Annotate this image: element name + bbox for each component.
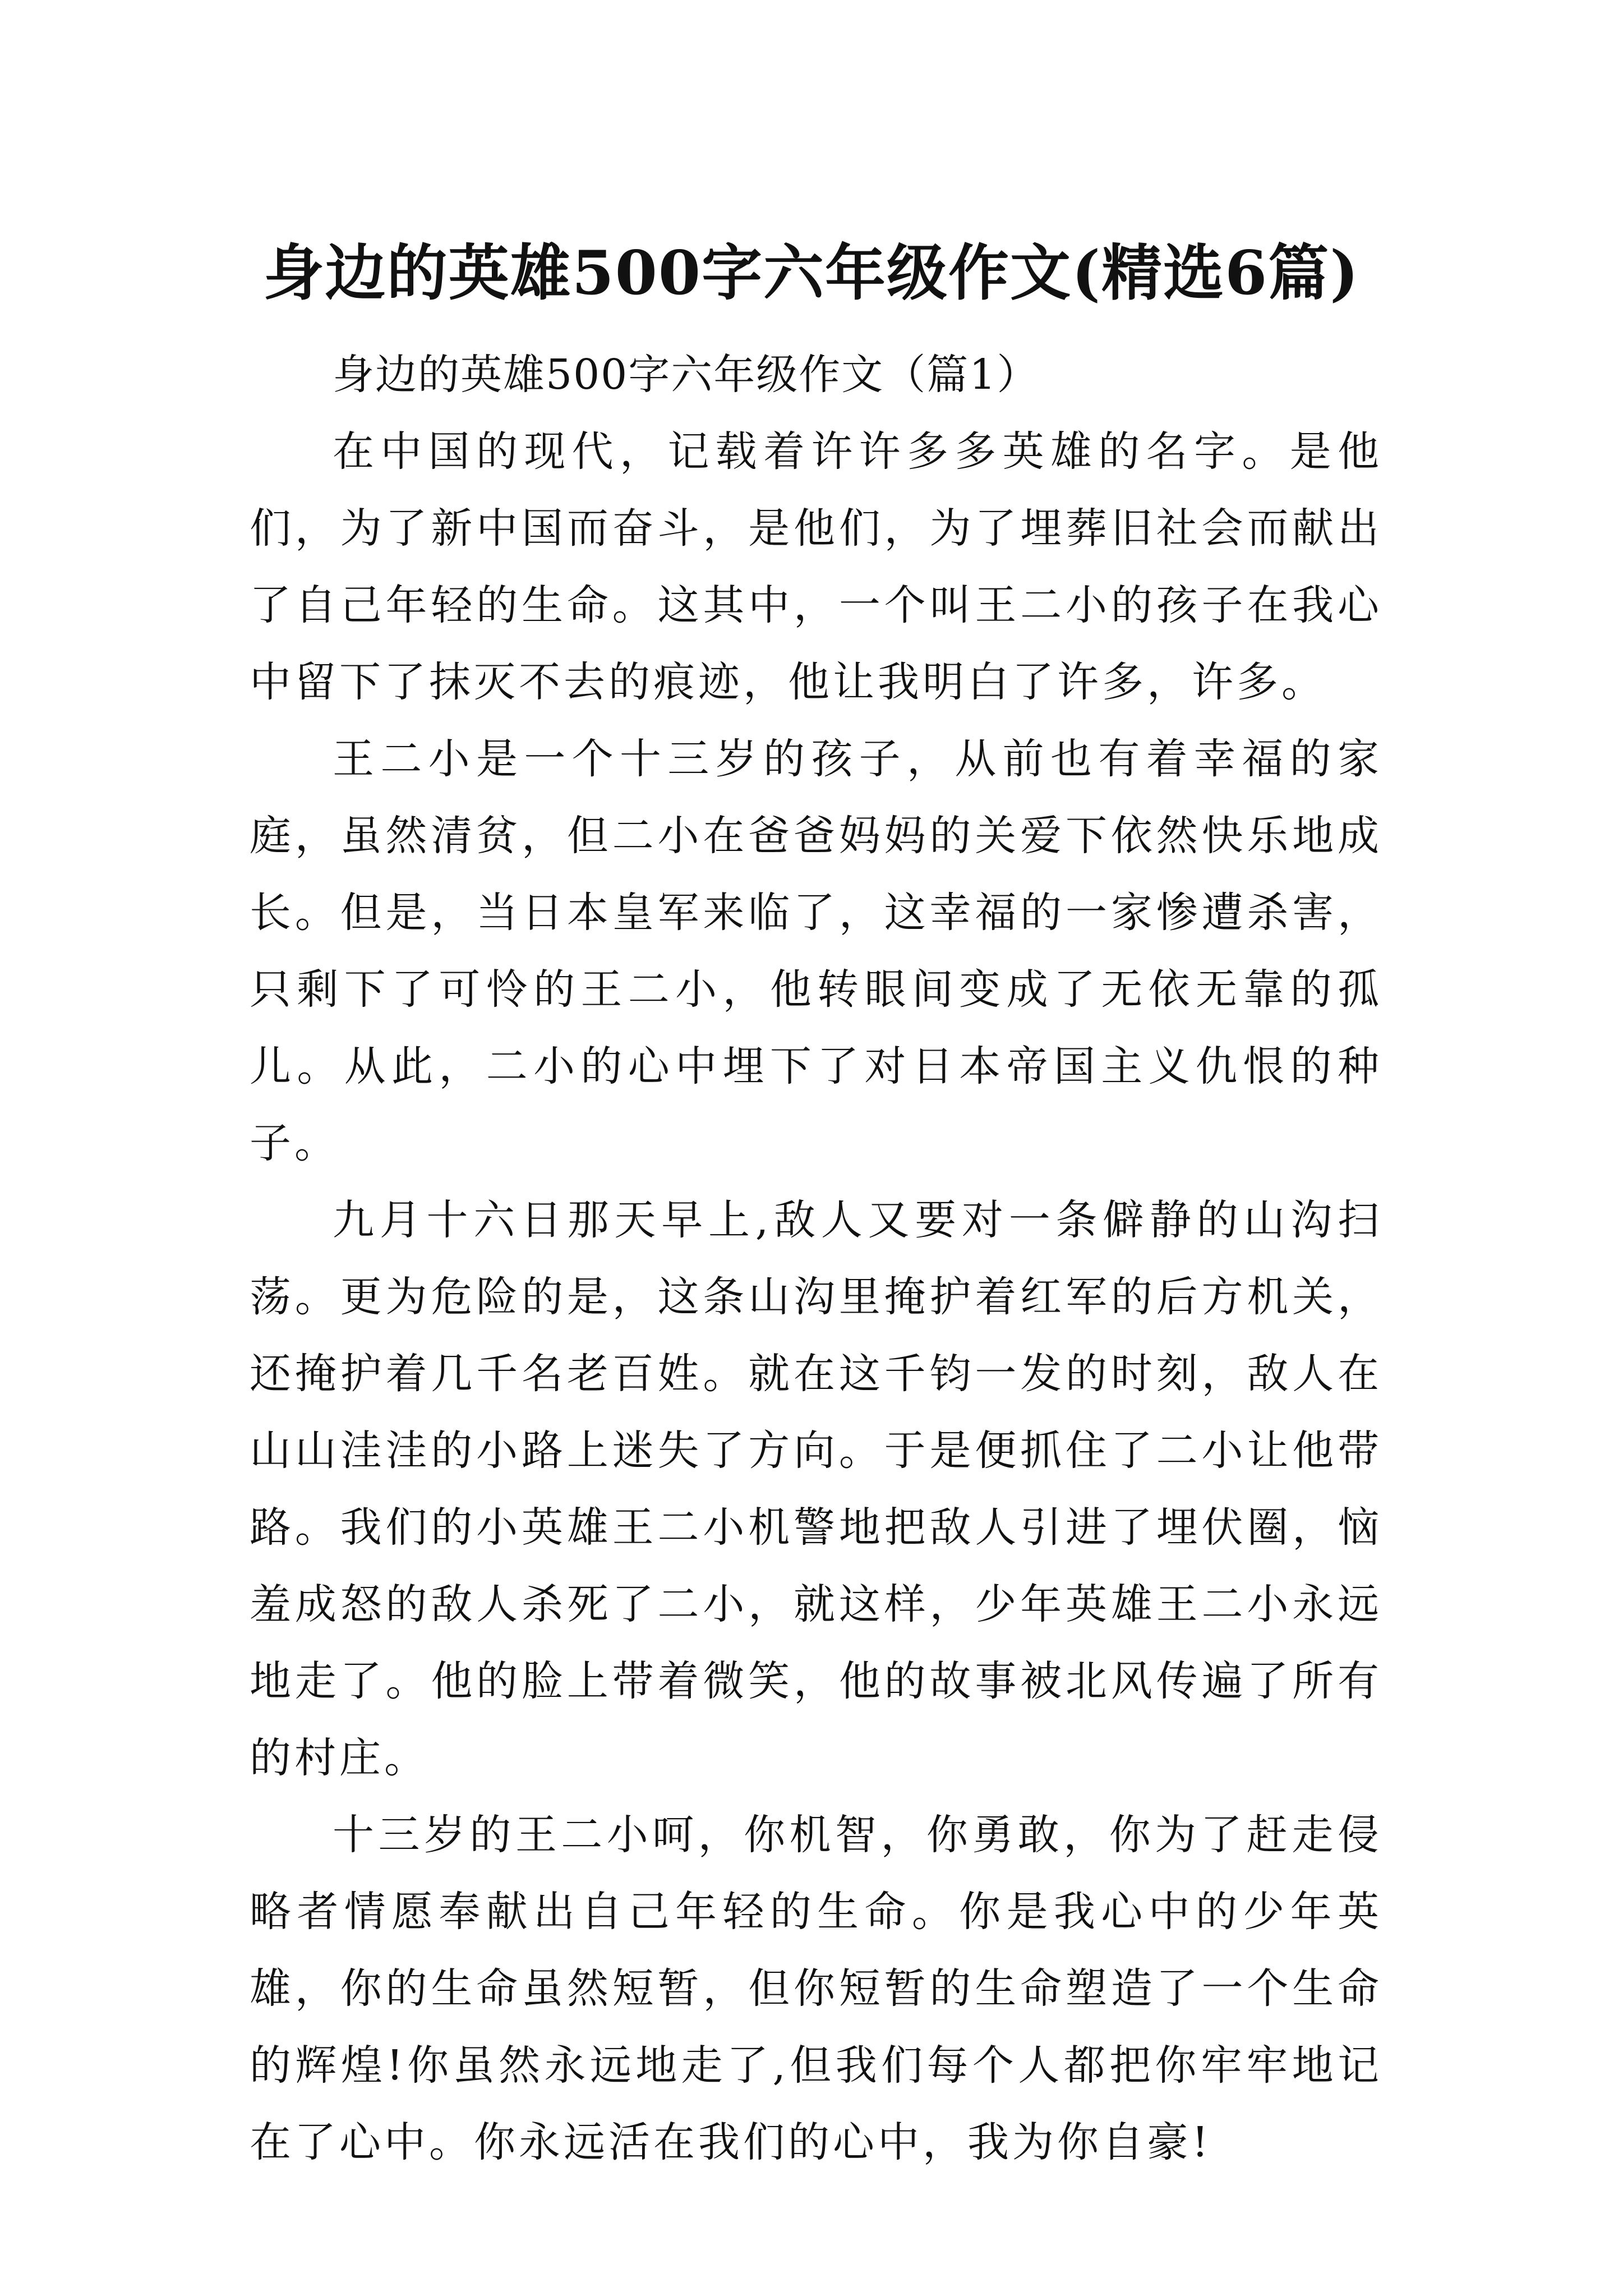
section-heading: 身边的英雄500字六年级作文（篇1） (333, 351, 1040, 399)
paragraph-1: 在中国的现代，记载着许许多多英雄的名字。是他们，为了新中国而奋斗，是他们，为了埋葬旧社会而献出了自己年轻的生命。这其中，一个叫王二小的孩子在我心中留下了抹灭不去的痕迹，他让我明白了许多，许多。 (250, 427, 1382, 706)
document-body (250, 337, 1382, 2181)
paragraph-4: 十三岁的王二小呵，你机智，你勇敢，你为了赶走侵略者情愿奉献出自己年轻的生命。你是我心中的少年英雄，你的生命虽然短暂，但你短暂的生命塑造了一个生命的辉煌!你虽然永远地走了,但我们每个人都把你牢牢地记在了心中。你永远活在我们的心中，我为你自豪! (250, 1811, 1382, 2166)
document-title: 身边的英雄500字六年级作文(精选6篇) (263, 238, 1360, 309)
paragraph-3: 九月十六日那天早上,敌人又要对一条僻静的山沟扫荡。更为危险的是，这条山沟里掩护着红军的后方机关，还掩护着几千名老百姓。就在这千钧一发的时刻，敌人在山山洼洼的小路上迷失了方向。于是便抓住了二小让他带路。我们的小英雄王二小机警地把敌人引进了埋伏圈，恼羞成怒的敌人杀死了二小，就这样，少年英雄王二小永远地走了。他的脸上带着微笑，他的故事被北风传遍了所有的村庄。 (250, 1196, 1382, 1782)
paragraph-2: 王二小是一个十三岁的孩子，从前也有着幸福的家庭，虽然清贫，但二小在爸爸妈妈的关爱下依然快乐地成长。但是，当日本皇军来临了，这幸福的一家惨遭杀害，只剩下了可怜的王二小，他转眼间变成了无依无靠的孤儿。从此，二小的心中埋下了对日本帝国主义仇恨的种子。 (250, 735, 1382, 1167)
